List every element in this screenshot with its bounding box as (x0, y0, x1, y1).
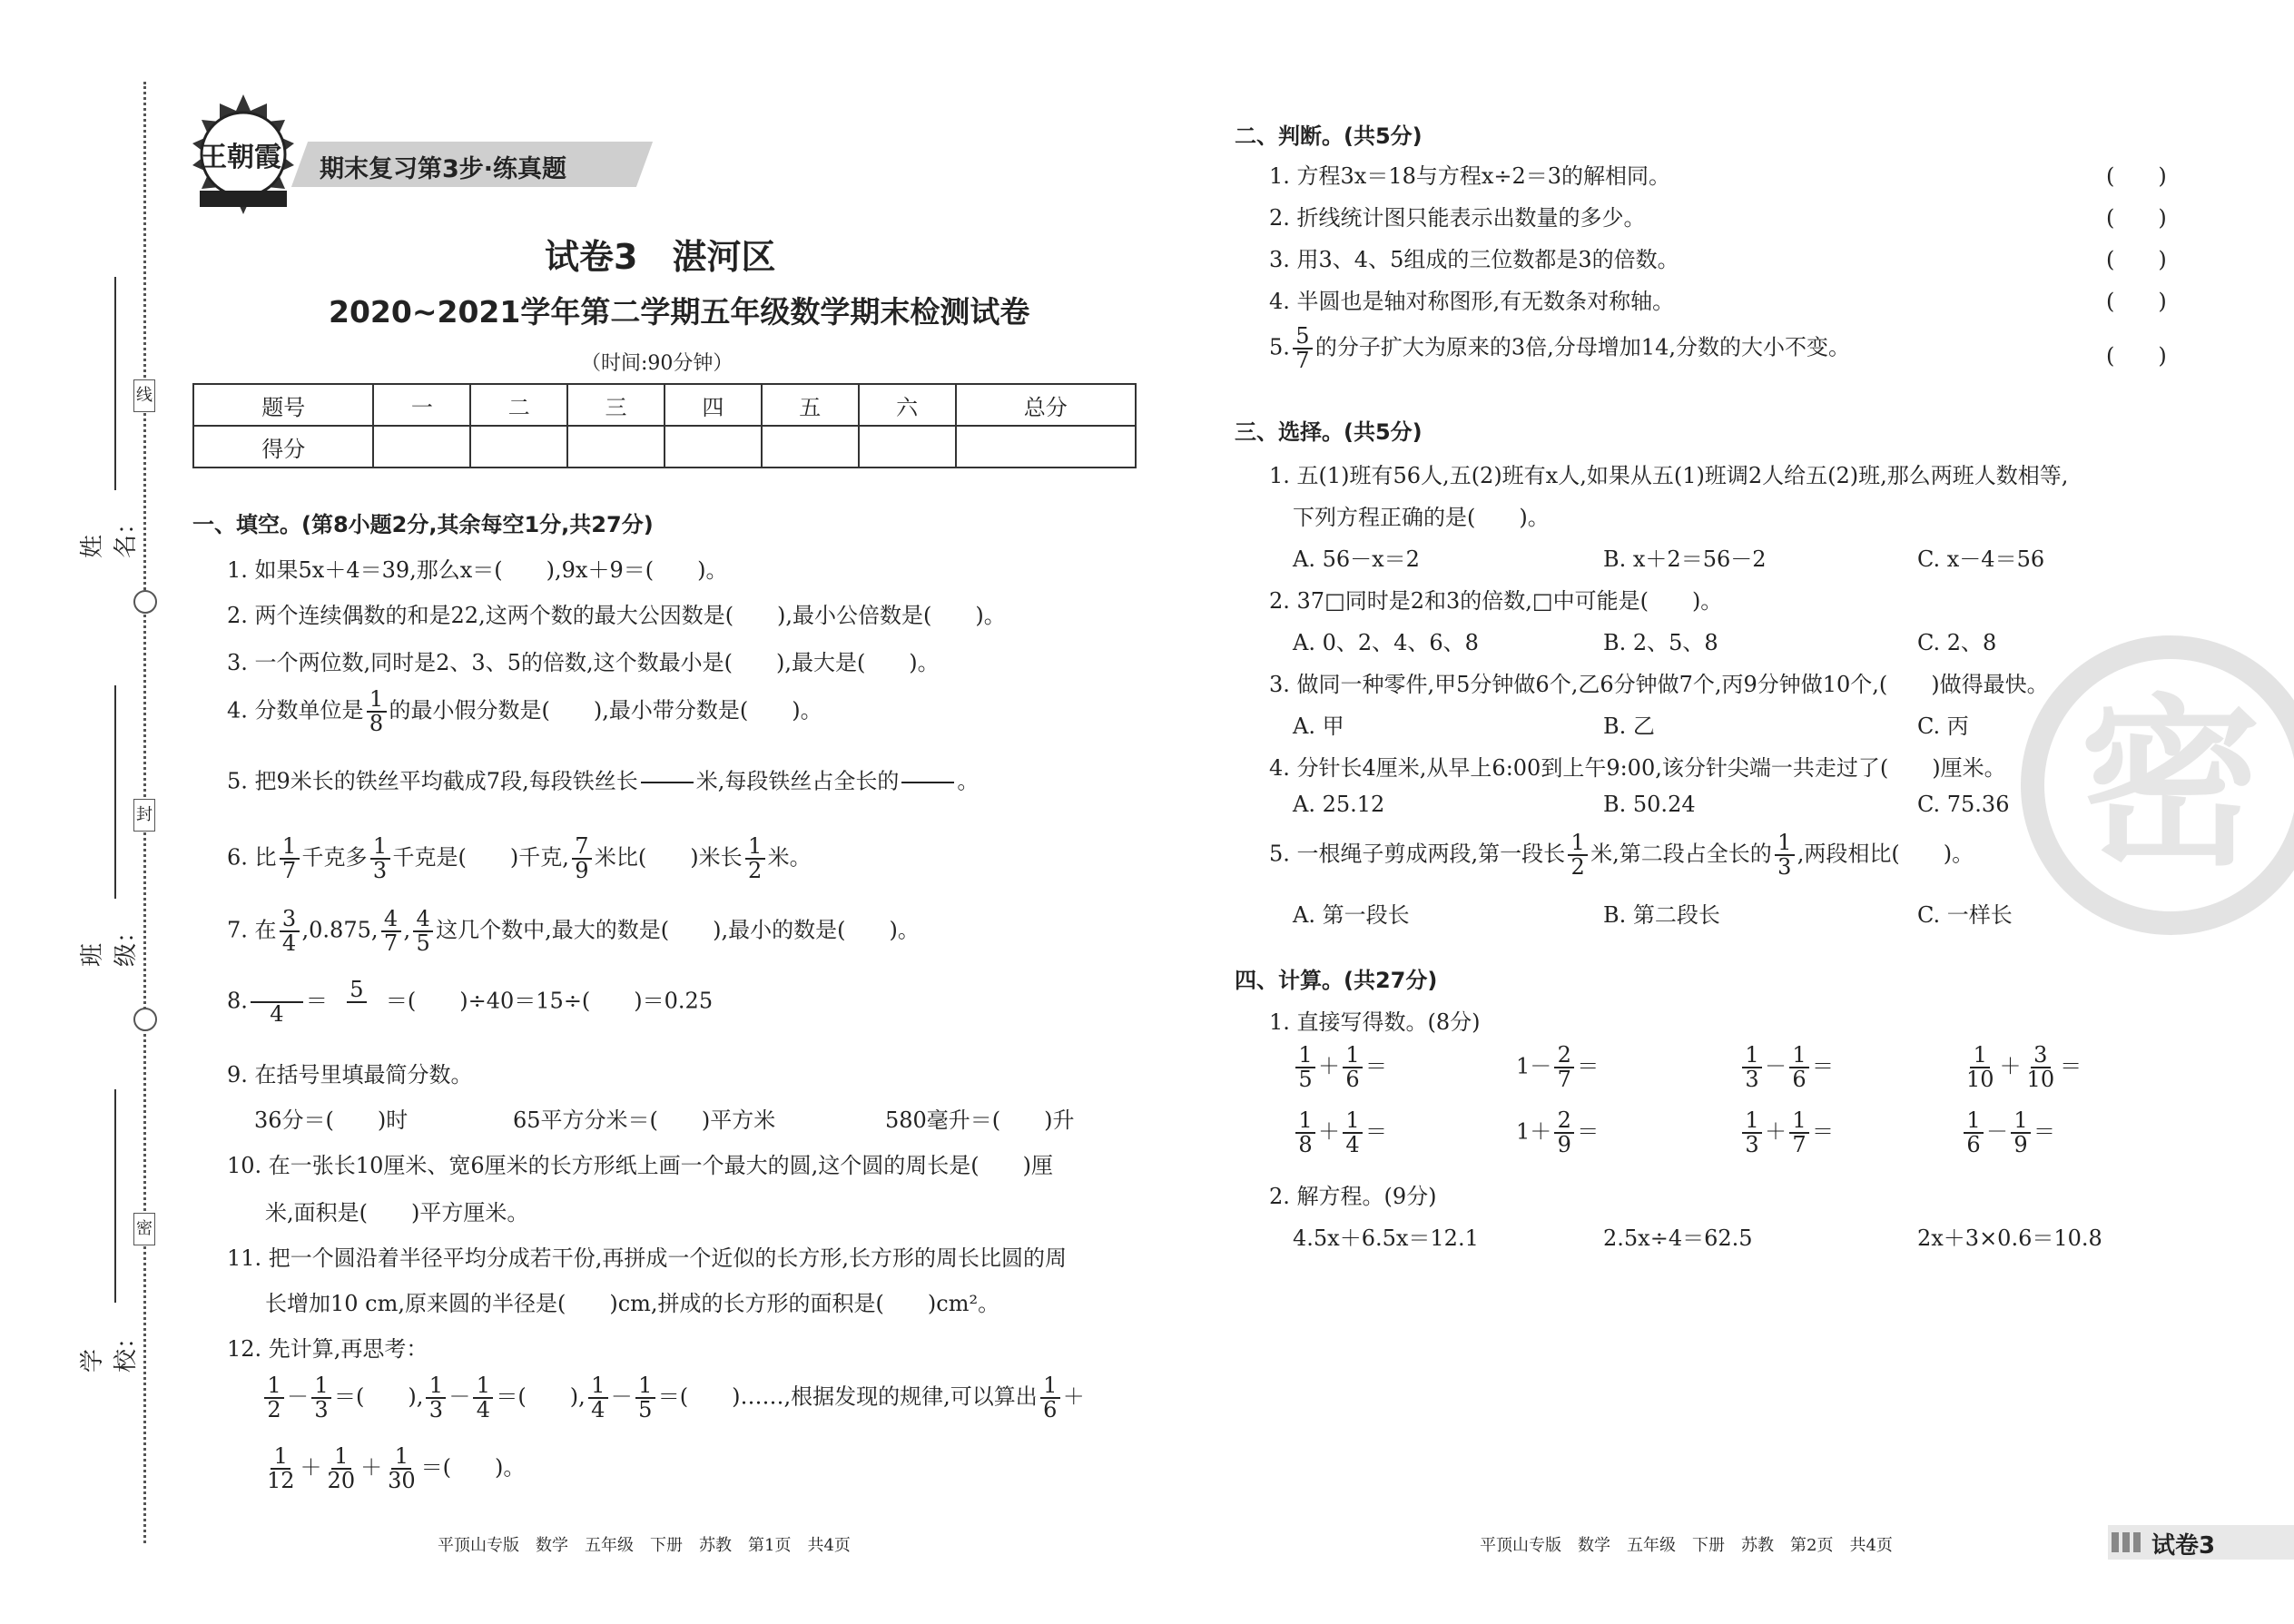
s1-q10a: 10. 在一张长10厘米、宽6厘米的长方形纸上画一个最大的圆,这个圆的周长是( )厘 (227, 1153, 1053, 1178)
s3-q2-opt-b[interactable]: B. 2、5、8 (1603, 630, 1718, 655)
exam-time: （时间:90分钟） (581, 352, 733, 375)
calc-item[interactable]: 1－ $\frac{2}{7}$ ＝ (1516, 1042, 1600, 1093)
fraction: $\frac{1}{2}$ (745, 835, 765, 882)
blank-fraction[interactable] (901, 759, 954, 806)
s1-q11a: 11. 把一个圆沿着半径平均分成若干份,再拼成一个近似的长方形,长方形的周长比圆的周 (227, 1245, 1068, 1271)
score-header-cell: 三 (567, 384, 665, 426)
s3-q3-opt-a[interactable]: A. 甲 (1293, 714, 1344, 739)
q4-text-a: 4. 分数单位是 (227, 697, 364, 723)
fraction: $\frac{4}{5}$ (413, 908, 433, 955)
judge-bracket[interactable]: ( ) (2106, 289, 2167, 314)
school-field-line[interactable] (114, 1089, 116, 1303)
s3-q4-opt-c[interactable]: C. 75.36 (1917, 792, 2010, 817)
s1-q9a: 36分＝( )时 (254, 1107, 409, 1133)
q8-text: ＝( )÷40＝15÷( )＝0.25 (385, 988, 714, 1014)
s1-q1: 1. 如果5x＋4＝39,那么x＝( ),9x＋9＝( )。 (227, 557, 728, 583)
score-cell[interactable] (859, 426, 956, 468)
fraction: $\frac{1}{3}$ (311, 1374, 331, 1422)
s1-q5 (227, 759, 979, 806)
score-cell[interactable] (665, 426, 762, 468)
score-table-row (193, 426, 1136, 468)
fraction: $\frac{1}{4}$ (473, 1374, 493, 1422)
judge-bracket[interactable]: ( ) (2106, 163, 2167, 189)
fraction: $\frac{1}{6}$ (1040, 1374, 1060, 1422)
fraction: $\frac{1}{4}$ (588, 1374, 608, 1422)
judge-bracket[interactable]: ( ) (2106, 247, 2167, 272)
q7-text: , (403, 917, 411, 943)
score-cell[interactable] (470, 426, 567, 468)
q5-text: 米,第二段占全长的 (1590, 841, 1772, 867)
s3-q1a: 1. 五(1)班有56人,五(2)班有x人,如果从五(1)班调2人给五(2)班,那么两班人数相等, (1269, 463, 2069, 488)
s3-q2: 2. 37□同时是2和3的倍数,□中可能是( )。 (1269, 588, 1723, 614)
fraction: $\frac{1}{2}$ (264, 1374, 284, 1422)
q7-text: 这几个数中,最大的数是( ),最小的数是( )。 (436, 917, 920, 943)
score-table-header (193, 384, 1136, 426)
fraction: $\frac{1}{8}$ (367, 688, 387, 735)
s3-q3-opt-c[interactable]: C. 丙 (1917, 714, 1969, 739)
seal-char-secret: 密 (133, 1213, 155, 1245)
s1-q12-line2: $\frac{1}{12}$ ＋ $\frac{1}{20}$ ＋ $\frac{1}{30}$ ＝( )。 (261, 1445, 525, 1492)
score-cell[interactable] (373, 426, 470, 468)
score-header-cell: 二 (470, 384, 567, 426)
q5-text-c: 。 (957, 768, 980, 794)
s1-q9c: 580毫升＝( )升 (885, 1107, 1075, 1133)
s1-q3: 3. 一个两位数,同时是2、3、5的倍数,这个数最小是( ),最大是( )。 (227, 650, 940, 675)
q5-text: ,两段相比( )。 (1797, 841, 1974, 867)
q6-text: 千克多 (301, 844, 368, 871)
q8-text: 8. (227, 988, 248, 1014)
s1-q4 (227, 688, 822, 735)
score-header-cell: 六 (859, 384, 956, 426)
logo-motto: 成长路上 追光满天 (205, 211, 281, 221)
s1-q6 (227, 835, 812, 882)
s3-q1-opt-b[interactable]: B. x＋2＝56－2 (1603, 546, 1767, 572)
seal-char-line: 线 (133, 379, 155, 412)
section-3-heading: 三、选择。(共5分) (1235, 419, 1423, 445)
s3-q5-opt-c[interactable]: C. 一样长 (1917, 902, 2013, 928)
q12-text: ＝( )。 (420, 1454, 526, 1481)
page-title: 试卷3 湛河区 (545, 237, 776, 277)
series-banner-text: 期末复习第3步·练真题 (320, 155, 567, 183)
q6-text: 6. 比 (227, 844, 277, 871)
calc-item[interactable]: $\frac{1}{3}$ ＋ $\frac{1}{7}$ ＝ (1739, 1109, 1834, 1156)
s2-q5 (1269, 325, 1850, 372)
fraction: $\frac{1}{12}$ (267, 1443, 295, 1494)
s3-q1-opt-c[interactable]: C. x－4＝56 (1917, 546, 2045, 572)
s2-q1: 1. 方程3x＝18与方程x÷2＝3的解相同。 (1269, 163, 1671, 189)
score-header-cell: 四 (665, 384, 762, 426)
s3-q3: 3. 做同一种零件,甲5分钟做6个,乙6分钟做7个,丙9分钟做10个,( )做得最快。 (1269, 672, 2049, 697)
q5-text-a: 5. 把9米长的铁丝平均截成7段,每段铁丝长 (227, 768, 638, 794)
s3-q1-opt-a[interactable]: A. 56－x＝2 (1293, 546, 1420, 572)
s1-q11b: 长增加10 cm,原来圆的半径是( )cm,拼成的长方形的面积是( )cm²。 (265, 1291, 1000, 1316)
fraction: $\frac{1}{3}$ (1775, 832, 1795, 879)
section-2-heading: 二、判断。(共5分) (1235, 123, 1423, 149)
scissors-icon (133, 590, 157, 614)
q5-text: 5. (1269, 334, 1290, 360)
calc-item[interactable]: $\frac{1}{5}$ ＋ $\frac{1}{6}$ ＝ (1293, 1044, 1387, 1091)
s1-q7 (227, 908, 920, 955)
q7-text: 7. 在 (227, 917, 277, 943)
s1-q9: 9. 在括号里填最简分数。 (227, 1062, 473, 1088)
footer-left: 平顶山专版 数学 五年级 下册 苏教 第1页 共4页 (438, 1536, 851, 1555)
q12-text: ＝( ), (496, 1383, 586, 1410)
q12-text: ＝( )……,根据发现的规律,可以算出 (657, 1383, 1038, 1410)
secret-watermark (2021, 635, 2294, 935)
section-1-heading: 一、填空。(第8小题2分,其余每空1分,共27分) (192, 512, 654, 537)
equation-1[interactable]: 4.5x＋6.5x＝12.1 (1293, 1225, 1479, 1251)
fraction: $\frac{1}{2}$ (1568, 832, 1588, 879)
s2-q3: 3. 用3、4、5组成的三位数都是3的倍数。 (1269, 247, 1679, 272)
class-label: 班级： (79, 919, 140, 967)
calc-item[interactable]: $\frac{1}{8}$ ＋ $\frac{1}{4}$ ＝ (1293, 1109, 1387, 1156)
page-subtitle: 2020~2021学年第二学期五年级数学期末检测试卷 (329, 294, 1030, 330)
watermark-text: 密 (2079, 679, 2261, 891)
score-header-cell: 总分 (956, 384, 1137, 426)
q8-text: ＝ (305, 988, 328, 1014)
fraction: $\frac{1}{7}$ (280, 835, 300, 882)
scissors-icon (133, 1008, 157, 1031)
s3-q5-opt-a[interactable]: A. 第一段长 (1293, 902, 1410, 928)
s1-q12-line1: $\frac{1}{2}$ － $\frac{1}{3}$ ＝( ), $\frac{1}{3}$ － $\frac{1}{4}$ ＝( ), $\frac{1}{4}$ － $\frac{1}{5}$ ＝( )……,根据发现的规律,可以算出 $\frac{1}{6}$ ＋ (261, 1374, 1085, 1422)
footer-right: 平顶山专版 数学 五年级 下册 苏教 第2页 共4页 (1480, 1536, 1893, 1555)
s4-sub1: 1. 直接写得数。(8分) (1269, 1009, 1481, 1035)
fraction: $\frac{3}{4}$ (280, 908, 300, 955)
q6-text: 千克是( )千克, (392, 844, 569, 871)
fraction: $\frac{1}{3}$ (370, 835, 390, 882)
s3-q5 (1269, 832, 1974, 879)
s1-q12: 12. 先计算,再思考： (227, 1336, 428, 1362)
s1-q8 (227, 979, 713, 1026)
s3-q2-opt-a[interactable]: A. 0、2、4、6、8 (1293, 630, 1479, 655)
s3-q5-opt-b[interactable]: B. 第二段长 (1603, 902, 1720, 928)
page-tab-label: 试卷3 (2151, 1532, 2216, 1560)
fraction: $\frac{1}{20}$ (327, 1443, 356, 1494)
q5-text: 的分子扩大为原来的3倍,分母增加14,分数的大小不变。 (1314, 334, 1850, 360)
blank-fraction[interactable]: 5 (330, 979, 383, 1026)
fraction: $\frac{1}{3}$ (426, 1374, 446, 1422)
q5-text: 5. 一根绳子剪成两段,第一段长 (1269, 841, 1566, 867)
q4-text-b: 的最小假分数是( ),最小带分数是( )。 (389, 697, 822, 723)
q12-text: ＝( ), (334, 1383, 424, 1410)
calc-item[interactable]: 1＋ $\frac{2}{9}$ ＝ (1516, 1107, 1600, 1158)
fraction: $\frac{5}{7}$ (1293, 325, 1313, 372)
s3-q1b: 下列方程正确的是( )。 (1293, 505, 1550, 530)
judge-bracket[interactable]: ( ) (2106, 343, 2167, 369)
score-table (192, 383, 1137, 468)
blank-fraction[interactable]: 4 (251, 979, 303, 1026)
q6-text: 米。 (767, 844, 812, 871)
s2-q4: 4. 半圆也是轴对称图形,有无数条对称轴。 (1269, 289, 1675, 314)
s2-q2: 2. 折线统计图只能表示出数量的多少。 (1269, 205, 1646, 231)
s3-q4-opt-a[interactable]: A. 25.12 (1293, 792, 1385, 817)
calc-item[interactable]: $\frac{1}{6}$ － $\frac{1}{9}$ ＝ (1961, 1109, 2055, 1156)
tab-squares-icon (2112, 1532, 2144, 1552)
name-label: 姓名： (79, 510, 140, 558)
fraction: $\frac{4}{7}$ (381, 908, 401, 955)
calc-item[interactable]: $\frac{1}{10}$ ＋ $\frac{3}{10}$ ＝ (1966, 1042, 2082, 1093)
score-header-cell: 五 (762, 384, 859, 426)
score-cell[interactable] (956, 426, 1137, 468)
q5-text-b: 米,每段铁丝占全长的 (695, 768, 900, 794)
equation-2[interactable]: 2.5x÷4＝62.5 (1603, 1225, 1753, 1251)
seal-char-seal: 封 (133, 799, 155, 832)
fraction: $\frac{1}{5}$ (635, 1374, 655, 1422)
score-cell[interactable] (762, 426, 859, 468)
s3-q2-opt-c[interactable]: C. 2、8 (1917, 630, 1997, 655)
section-4-heading: 四、计算。(共27分) (1235, 968, 1438, 993)
s1-q10b: 米,面积是( )平方厘米。 (265, 1200, 529, 1225)
s1-q9b: 65平方分米＝( )平方米 (513, 1107, 776, 1133)
name-field-line[interactable] (114, 277, 116, 490)
q7-text: ,0.875, (301, 917, 379, 943)
fraction: $\frac{1}{30}$ (388, 1443, 416, 1494)
s3-q3-opt-b[interactable]: B. 乙 (1603, 714, 1655, 739)
logo-text: 王朝霞 (200, 142, 281, 173)
school-label: 学校： (79, 1324, 140, 1373)
score-header-cell: 题号 (193, 384, 373, 426)
s1-q2: 2. 两个连续偶数的和是22,这两个数的最大公因数是( ),最小公倍数是( )。 (227, 603, 1006, 628)
q6-text: 米比( )米长 (594, 844, 743, 871)
calc-item[interactable]: $\frac{1}{3}$ － $\frac{1}{6}$ ＝ (1739, 1044, 1834, 1091)
s3-q4: 4. 分针长4厘米,从早上6:00到上午9:00,该分针尖端一共走过了( )厘米。 (1269, 755, 2006, 781)
judge-bracket[interactable]: ( ) (2106, 205, 2167, 231)
equation-3[interactable]: 2x＋3×0.6＝10.8 (1917, 1225, 2102, 1251)
s4-sub2: 2. 解方程。(9分) (1269, 1184, 1437, 1209)
class-field-line[interactable] (114, 685, 116, 899)
score-cell[interactable] (567, 426, 665, 468)
score-header-cell: 一 (373, 384, 470, 426)
blank-fraction[interactable] (641, 759, 694, 806)
score-row-label: 得分 (193, 426, 373, 468)
s3-q4-opt-b[interactable]: B. 50.24 (1603, 792, 1696, 817)
fraction: $\frac{7}{9}$ (572, 835, 592, 882)
